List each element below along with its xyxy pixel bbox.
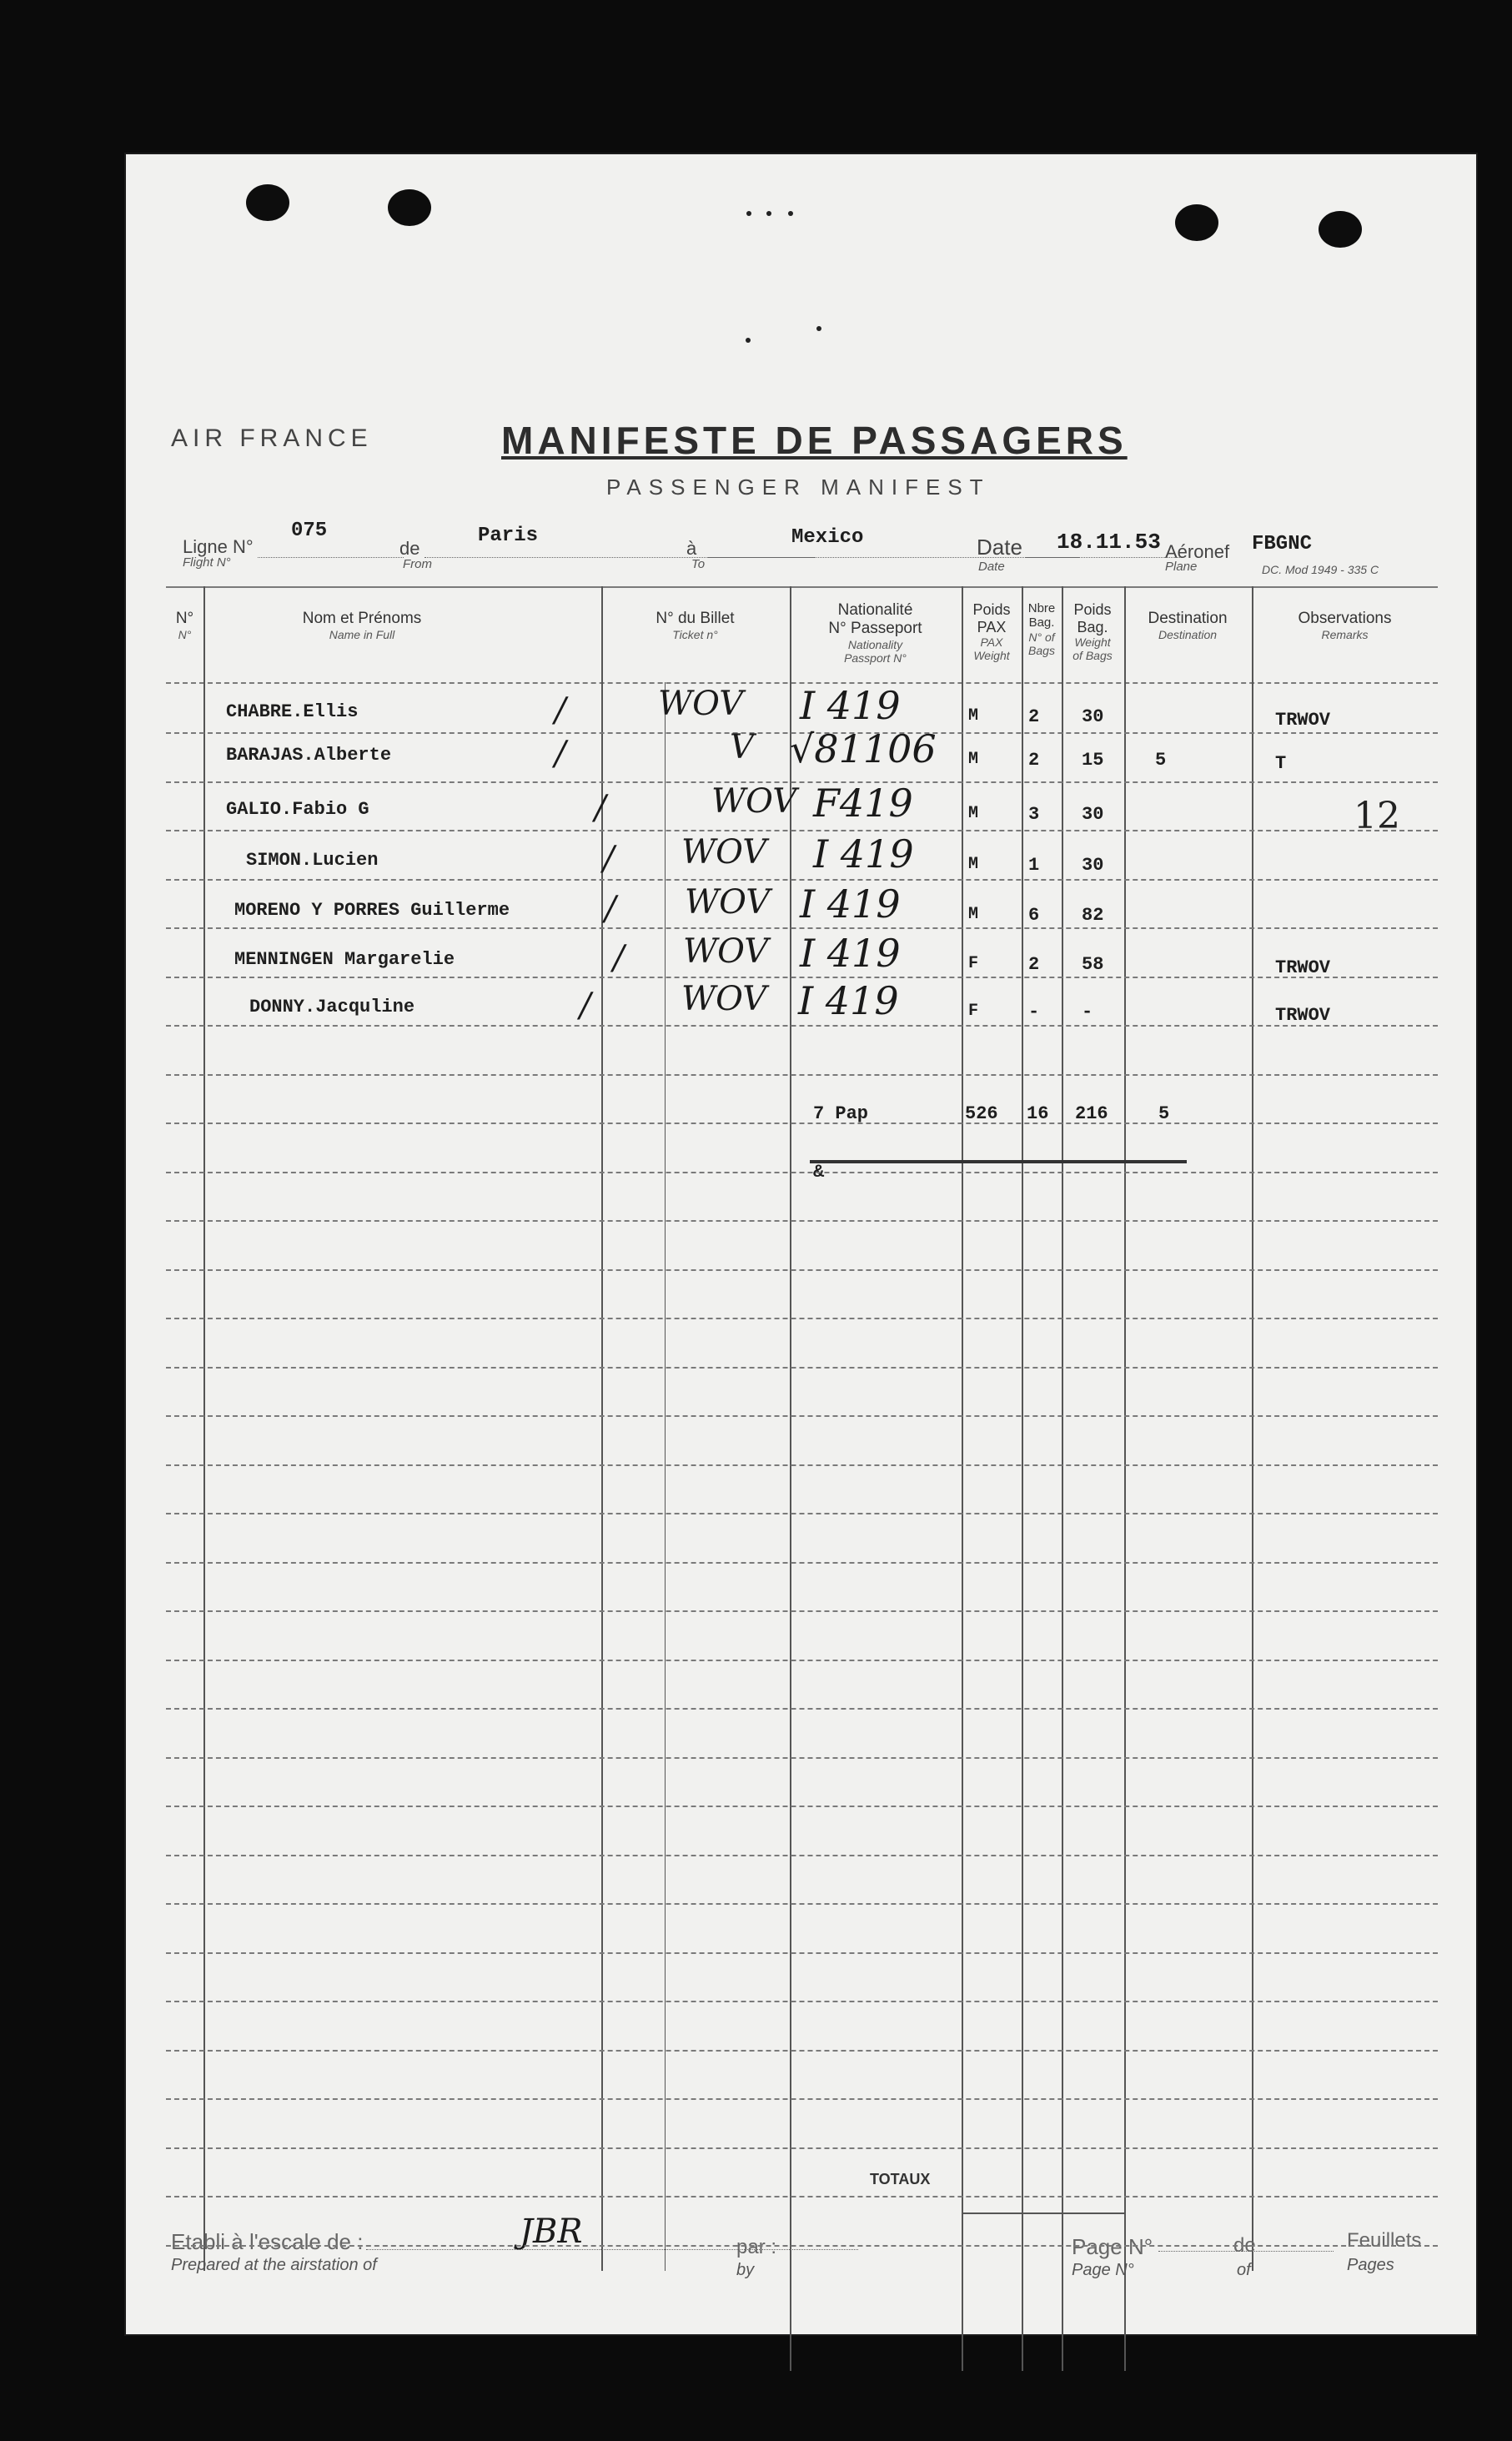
row-divider [166, 1952, 1438, 1954]
row-1-weight: 30 [1082, 706, 1104, 727]
row-divider [166, 1415, 1438, 1417]
row-5-passport: I 419 [800, 881, 901, 927]
totals-label: TOTAUX [870, 2171, 931, 2187]
row-3-bags: 3 [1028, 804, 1040, 825]
summary-destination: 5 [1158, 1103, 1170, 1124]
from-label: de [399, 538, 420, 559]
speck [816, 326, 821, 331]
row-2-dest: 5 [1155, 750, 1167, 771]
row-1-name: CHABRE.Ellis [226, 701, 359, 722]
row-5-bags: 6 [1028, 905, 1040, 926]
speck [746, 338, 751, 343]
of-label-en: of [1237, 2261, 1251, 2279]
row-divider [166, 1708, 1438, 1710]
to-value: Mexico [791, 526, 864, 549]
prepared-label-en: Prepared at the airstation of [171, 2256, 377, 2274]
flight-label-en: Flight N° [183, 555, 231, 570]
col-nationality: Nationalité N° Passeport Nationality Passport N° [828, 601, 922, 665]
row-divider [166, 2196, 1438, 2197]
row-divider [166, 1367, 1438, 1369]
row-2-bags: 2 [1028, 750, 1040, 771]
row-7-sex: F [968, 1002, 979, 1021]
col-pax-weight: Poids PAX PAX Weight [972, 601, 1011, 663]
date-label: Date [977, 535, 1022, 560]
col-no: N° N° [175, 610, 194, 641]
row-divider [166, 2001, 1438, 2002]
manifest-title: MANIFESTE DE PASSAGERS [501, 419, 1128, 462]
col-name: Nom et Prénoms Name in Full [302, 610, 422, 641]
row-1-ticket: WOV [658, 685, 744, 723]
row-divider [166, 1660, 1438, 1661]
row-7-name: DONNY.Jacquline [249, 997, 415, 1017]
row-6-bags: 2 [1028, 954, 1040, 975]
summary-weight: 526 [965, 1103, 998, 1124]
row-2-remark: T [1275, 753, 1287, 774]
row-divider [166, 1562, 1438, 1564]
row-6-name: MENNINGEN Margarelie [234, 949, 455, 970]
row-divider [166, 781, 1438, 783]
flight-label: Ligne N° [183, 536, 254, 557]
row-6-ticket: WOV [683, 932, 769, 971]
sheets-label-en: Pages [1347, 2256, 1394, 2274]
row-1-sex: M [968, 706, 979, 726]
punch-hole [1175, 204, 1218, 241]
date-label-en: Date [978, 560, 1005, 574]
row-5-weight: 82 [1082, 905, 1104, 926]
from-value: Paris [478, 525, 539, 547]
row-7-bags: - [1028, 1002, 1040, 1022]
col-bag-weight: Poids Bag. Weight of Bags [1072, 601, 1113, 663]
speck [766, 211, 771, 216]
row-4-name: SIMON.Lucien [246, 850, 379, 871]
speck [746, 211, 751, 216]
signature: JBR [520, 2212, 583, 2251]
row-3-sex: M [968, 804, 979, 823]
row-7-ticket: WOV [681, 980, 767, 1018]
of-label: de [1233, 2234, 1256, 2257]
from-label-en: From [403, 557, 432, 571]
row-2-name: BARAJAS.Alberte [226, 745, 392, 766]
row-divider [166, 1903, 1438, 1905]
row-1-bags: 2 [1028, 706, 1040, 727]
aircraft-label: Aéronef [1165, 541, 1230, 562]
row-1-passport: I 419 [800, 683, 901, 728]
row-3-weight: 30 [1082, 804, 1104, 825]
punch-hole [388, 189, 431, 226]
page-label: Page N° [1072, 2234, 1153, 2259]
row-divider [166, 1123, 1438, 1124]
row-divider [166, 1513, 1438, 1514]
row-5-sex: M [968, 905, 979, 924]
row-divider [166, 1464, 1438, 1466]
row-3-ticket: WOV [711, 782, 797, 821]
col-bags: Nbre Bag. N° of Bags [1027, 601, 1056, 657]
row-2-passport: √81106 [790, 726, 937, 771]
to-label: à [686, 538, 697, 559]
row-4-sex: M [968, 855, 979, 874]
aircraft-label-en: Plane [1165, 560, 1198, 574]
row-divider [166, 1025, 1438, 1027]
row-3-passport: F419 [813, 781, 913, 826]
row-divider [166, 927, 1438, 929]
row-1-remark: TRWOV [1275, 710, 1331, 731]
row-divider [166, 1610, 1438, 1612]
row-5-check: / [605, 890, 616, 928]
row-4-weight: 30 [1082, 855, 1104, 876]
row-divider [166, 2098, 1438, 2100]
row-2-check: / [555, 735, 566, 773]
row-6-passport: I 419 [800, 931, 901, 976]
row-6-sex: F [968, 954, 979, 973]
sheet-number: 12 [1354, 795, 1400, 837]
col-ticket: N° du Billet Ticket n° [656, 610, 735, 641]
row-divider [166, 2245, 1438, 2247]
page-label-en: Page N° [1072, 2261, 1134, 2279]
row-7-check: / [580, 987, 591, 1025]
to-label-en: To [691, 557, 706, 571]
row-2-sex: M [968, 750, 979, 769]
manifest-subtitle: PASSENGER MANIFEST [606, 475, 991, 500]
row-3-name: GALIO.Fabio G [226, 799, 369, 820]
date-value: 18.11.53 [1057, 530, 1161, 555]
sheets-label: Feuillets [1347, 2229, 1422, 2252]
summary-pax: 7 Pap [813, 1103, 869, 1124]
row-7-remark: TRWOV [1275, 1005, 1331, 1026]
row-7-weight: - [1082, 1002, 1093, 1022]
row-divider [166, 830, 1438, 831]
col-remarks: Observations Remarks [1298, 610, 1392, 641]
row-2-ticket: V [730, 728, 754, 766]
row-divider [166, 1757, 1438, 1759]
row-divider [166, 1074, 1438, 1076]
aircraft-value: FBGNC [1252, 533, 1313, 555]
row-divider [166, 1806, 1438, 1807]
by-label: par : [736, 2236, 777, 2258]
row-5-name: MORENO Y PORRES Guillerme [234, 900, 510, 921]
row-7-passport: I 419 [798, 978, 899, 1023]
row-4-check: / [603, 840, 615, 878]
row-3-check: / [595, 789, 606, 827]
aircraft-note: DC. Mod 1949 - 335 C [1262, 563, 1379, 576]
row-6-weight: 58 [1082, 954, 1104, 975]
row-4-ticket: WOV [681, 833, 767, 871]
row-divider [166, 879, 1438, 881]
summary-bags: 16 [1027, 1103, 1049, 1124]
col-destination: Destination Destination [1148, 610, 1228, 641]
manifest-sheet [124, 153, 1478, 2336]
punch-hole [1319, 211, 1362, 248]
speck [788, 211, 793, 216]
summary-mark: & [813, 1162, 825, 1183]
row-1-check: / [555, 691, 566, 730]
row-4-passport: I 419 [813, 831, 914, 876]
airline-name: AIR FRANCE [171, 424, 373, 452]
punch-hole [246, 184, 289, 221]
row-divider [166, 1855, 1438, 1856]
row-divider [166, 1220, 1438, 1222]
row-divider [166, 1318, 1438, 1319]
by-label-en: by [736, 2261, 755, 2279]
prepared-label: Etabli à l'escale de : [171, 2229, 364, 2254]
row-2-weight: 15 [1082, 750, 1104, 771]
row-6-remark: TRWOV [1275, 957, 1331, 978]
row-4-bags: 1 [1028, 855, 1040, 876]
summary-bag-weight: 216 [1075, 1103, 1108, 1124]
row-divider [166, 1269, 1438, 1271]
flight-number: 075 [291, 520, 328, 542]
row-divider [166, 2050, 1438, 2052]
row-6-check: / [613, 939, 625, 977]
row-divider [166, 2147, 1438, 2149]
row-divider [166, 1172, 1438, 1173]
row-5-ticket: WOV [685, 883, 771, 922]
